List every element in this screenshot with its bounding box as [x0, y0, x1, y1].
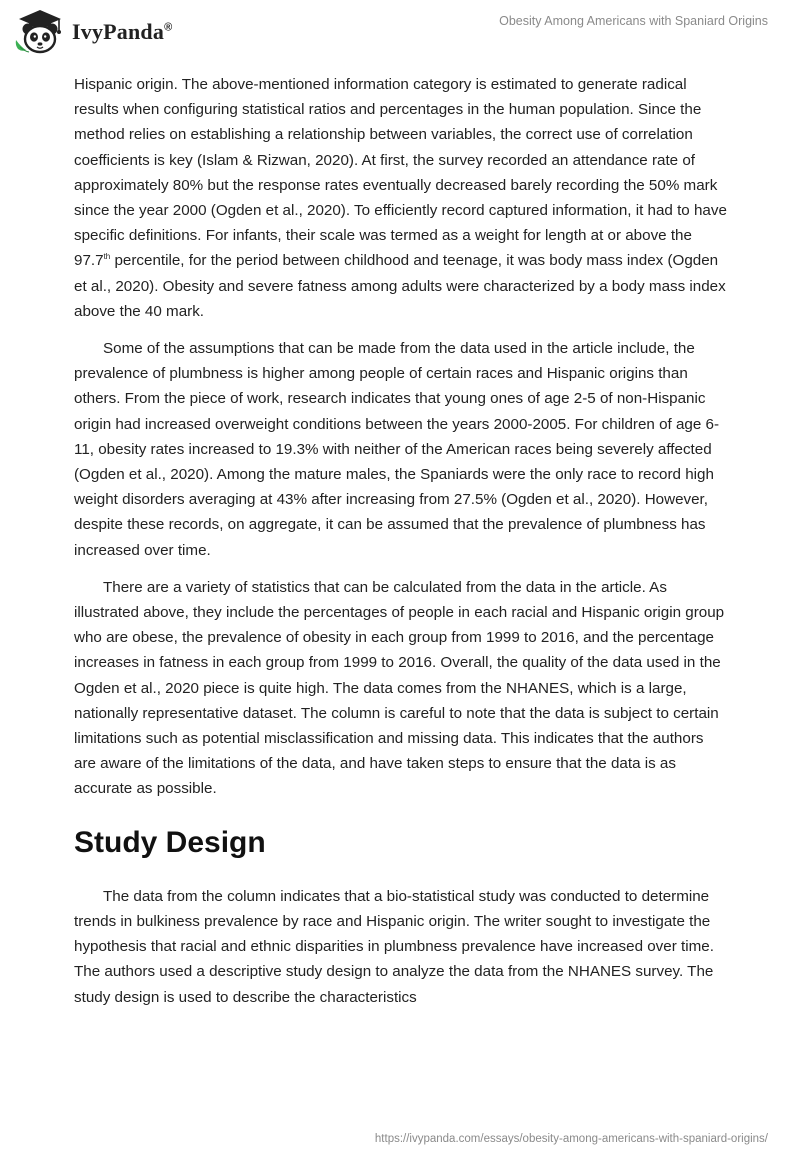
document-title: Obesity Among Americans with Spaniard Origins [499, 14, 768, 28]
ivypanda-logo[interactable] [14, 7, 172, 57]
paragraph-assumptions: Some of the assumptions that can be made from the data used in the article include, the prevalence of plumbness is higher among people of certain races and Hispanic origins than others. From the piece of work, research indicates that young ones of age 2-5 of non-Hispanic origin had increased overweight conditions between the years 2000-2005. For children of age 6-11, obesity rates increased to 19.3% with neither of the American races being severely affected (Ogden et al., 2020). Among the mature males, the Spaniards were the only race to record high weight disorders averaging at 43% after increasing from 27.5% (Ogden et al., 2020). However, despite these records, on aggregate, it can be assumed that the prevalence of plumbness has increased over time. [74, 340, 720, 559]
paragraph-hispanic-origin: Hispanic origin. The above-mentioned information category is estimated to generate radical results when configuring statistical ratios and percentages in the human population. Since the method relies on establishing a relationship between variables, the correct use of correlation coefficients is key (Islam & Rizwan, 2020). At first, the survey recorded an attendance rate of approximately 80% but the response rates eventually decreased barely recording the 50% mark since the year 2000 (Ogden et al., 2020). To efficiently record captured information, it had to have specific definitions. For infants, their scale was termed as a weight for length at or above the 97.7th percentile, for the period between childhood and teenage, it was body mass index (Ogden et al., 2020). Obesity and severe fatness among adults were characterized by a body mass index above the 40 mark. [74, 76, 727, 320]
section-heading-study-design: Study Design [74, 825, 266, 859]
superscript-th: th [103, 252, 111, 262]
footer-url[interactable]: https://ivypanda.com/essays/obesity-among-americans-with-spaniard-origins/ [374, 1133, 768, 1145]
article-body [74, 72, 728, 1022]
brand-name: IvyPanda® [72, 19, 173, 44]
paragraph-statistics: There are a variety of statistics that can be calculated from the data in the article. As illustrated above, they include the percentages of people in each racial and Hispanic origin group who are obese, the prevalence of obesity in each group from 1999 to 2016, and the percentage increases in fatness in each group from 1999 to 2016. Overall, the quality of the data used in the Ogden et al., 2020 piece is quite high. The data comes from the NHANES, which is a large, nationally representative dataset. The column is careful to note that the data is subject to certain limitations such as potential misclassification and missing data. This indicates that the authors are aware of the limitations of the data, and have taken steps to ensure that the data is as accurate as possible. [74, 578, 725, 798]
panda-graduate-icon [14, 7, 66, 57]
paragraph-study-design: The data from the column indicates that a bio-statistical study was conducted to determine trends in bulkiness prevalence by race and Hispanic origin. The writer sought to investigate the hypothesis that racial and ethnic disparities in plumbness prevalence have increased over time. The authors used a descriptive study design to analyze the data from the NHANES survey. The study design is used to describe the characteristics [74, 887, 714, 1006]
registered-mark: ® [164, 21, 173, 34]
page-header [0, 0, 800, 70]
